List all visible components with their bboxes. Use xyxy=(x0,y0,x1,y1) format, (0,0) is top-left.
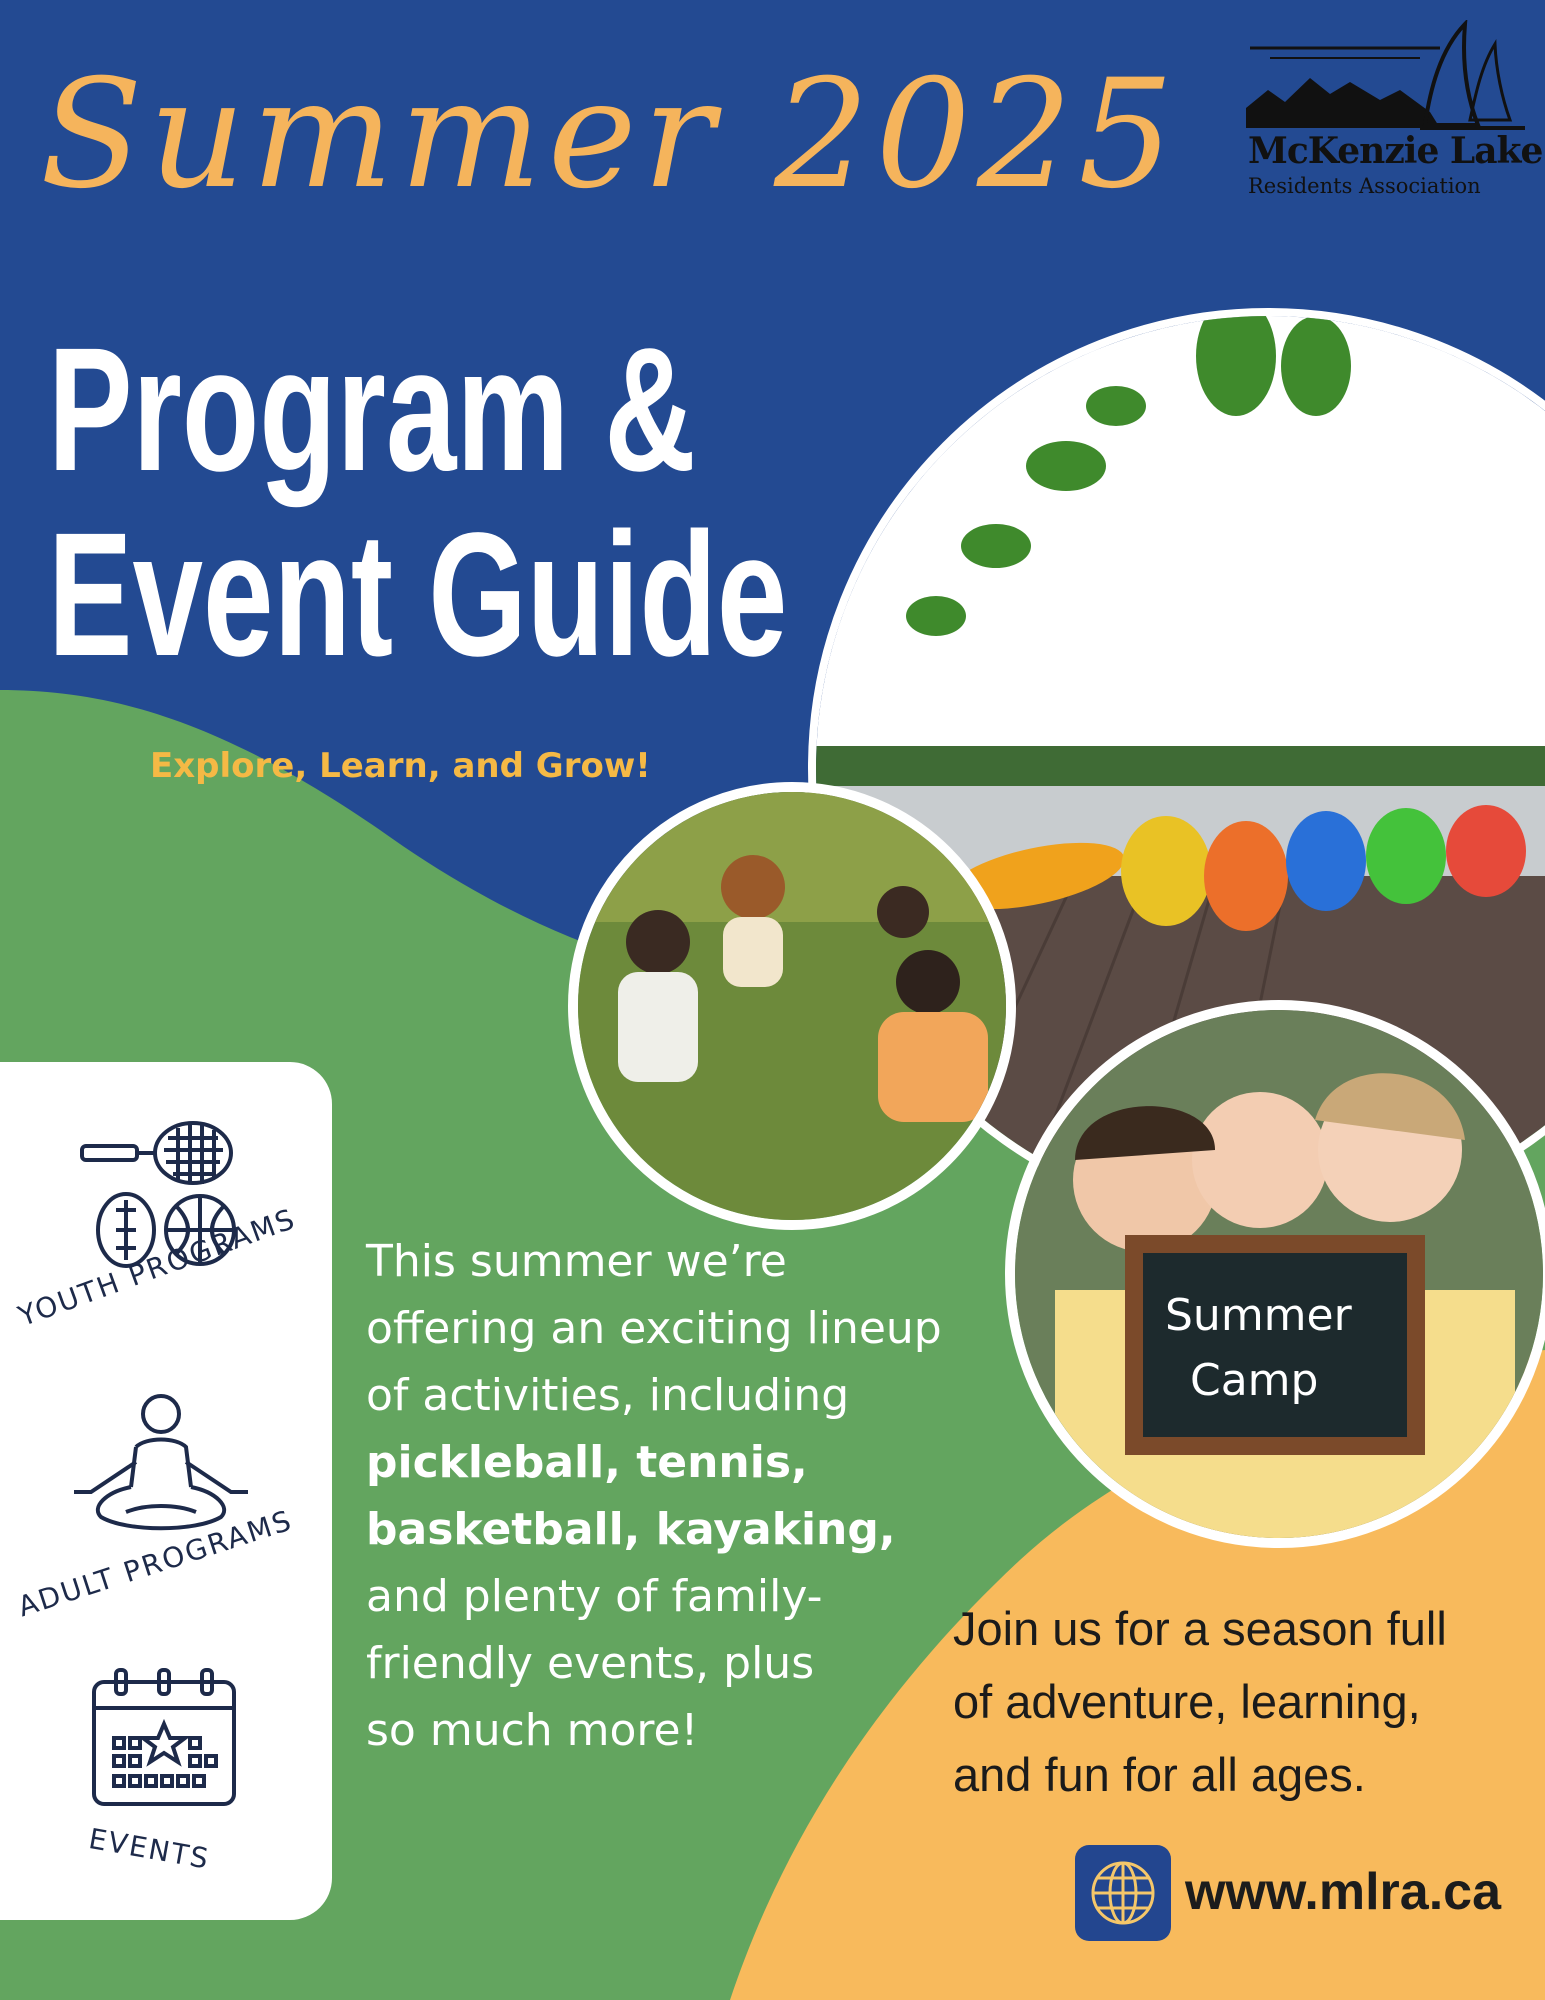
title-line-1: Program & xyxy=(48,312,696,508)
intro-activities-bold: basketball, kayaking, xyxy=(366,1504,896,1555)
meditation-icon xyxy=(66,1392,256,1542)
join-paragraph xyxy=(953,1592,1533,1811)
website-link[interactable]: www.mlra.ca xyxy=(1185,1863,1501,1921)
join-line: Join us for a season full xyxy=(953,1602,1447,1655)
intro-paragraph xyxy=(366,1228,1026,1764)
globe-icon xyxy=(1075,1845,1171,1941)
website-button[interactable] xyxy=(1075,1845,1171,1941)
calendar-icon xyxy=(90,1666,238,1808)
logo-name: McKenzie Lake xyxy=(1248,130,1543,172)
tagline: Explore, Learn, and Grow! xyxy=(150,746,651,786)
join-line: of adventure, learning, xyxy=(953,1675,1421,1728)
intro-line: offering an exciting lineup xyxy=(366,1303,942,1354)
adult-programs-label: ADULT PROGRAMS xyxy=(14,1503,297,1624)
script-title: Summer 2025 xyxy=(40,48,1180,222)
title-line-2: Event Guide xyxy=(48,497,788,693)
intro-line: of activities, including xyxy=(366,1370,850,1421)
join-line: and fun for all ages. xyxy=(953,1748,1366,1801)
programs-card xyxy=(0,1062,332,1920)
sign-text-summer: Summer xyxy=(1165,1290,1352,1341)
logo-subtitle: Residents Association xyxy=(1248,174,1481,198)
intro-line: This summer we’re xyxy=(366,1236,787,1287)
youth-programs-label: YOUTH PROGRAMS xyxy=(14,1201,301,1334)
page-title xyxy=(48,312,788,693)
intro-activities-bold: pickleball, tennis, xyxy=(366,1437,808,1488)
teens-photo xyxy=(568,782,1016,1230)
intro-line: so much more! xyxy=(366,1705,699,1756)
intro-line: and plenty of family- xyxy=(366,1571,823,1622)
intro-line: friendly events, plus xyxy=(366,1638,815,1689)
events-label: EVENTS xyxy=(86,1822,213,1876)
sign-text-camp: Camp xyxy=(1190,1355,1319,1406)
summer-camp-photo xyxy=(1005,1000,1545,1548)
